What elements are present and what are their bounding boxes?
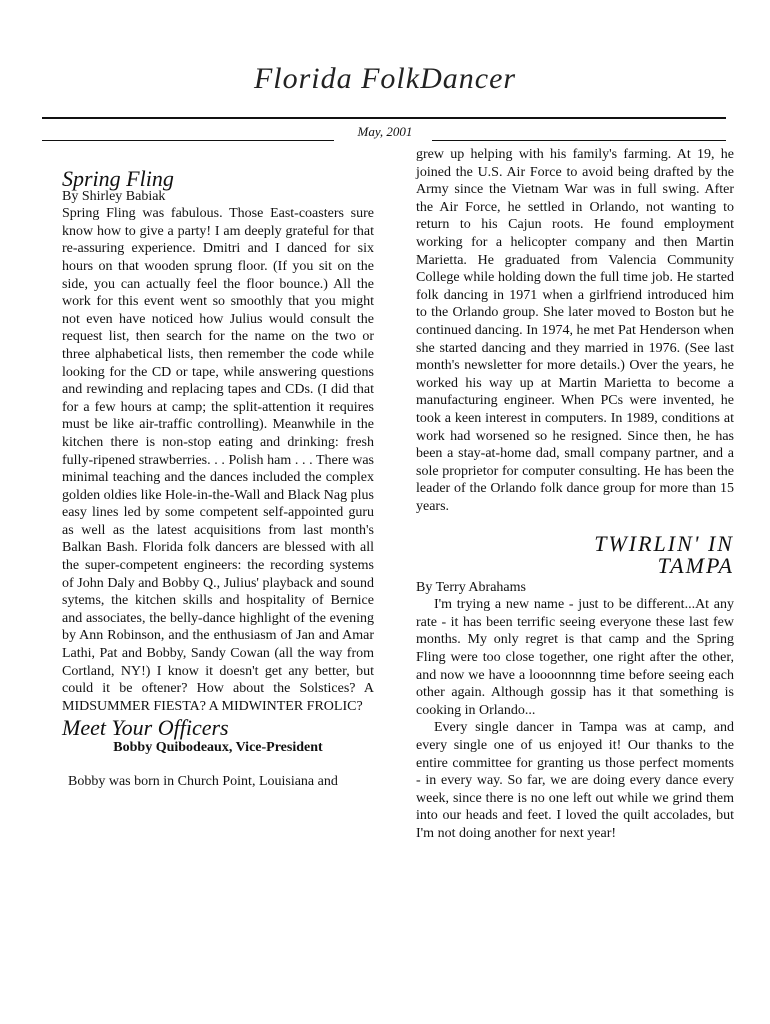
twirlin-paragraph-2: Every single dancer in Tampa was at camp, and every single one of us enjoyed it! Our thanks to the entire committee for granting us those perfect moments - in every way. So far, we are doing every dance every week, since there is no one left out while we grind them into our heads and feet. I loved the quilt accolades, but I'm not doing another for next year! [416,720,734,841]
spring-fling-body: Spring Fling was fabulous. Those East-coasters sure know how to give a party! I am deeply grateful for that re-assuring experience. Dmitri and I danced for six hours on that wooden sprung floor. (If you sit on the side, you can actually feel the floor bounce.) All the work for this event went so smoothly that you might not even have noticed how Julius would consult the request list, then search for the name on the two or three alphabetical lists, then remember the code while looking for the CD or tape, while answering questions and rewinding and replacing tapes and CDs. (I did that for a few hours at camp; the split-attention it requires must be like air-traffic controlling). Meanwhile in the kitchen there is non-stop eating and drinking: fresh fully-ripened strawberries. . . Polish ham . . . There was minimal teaching and the dances included the complex golden oldies like Hole-in-the-Wall and Black Nag plus easy lines led by some competent self-appointed guru as well as the latest acquisitions from last month's Balkan Bash. Florida folk dancers are blessed with all the super-competent engineers: the recording systems of John Daly and Bobby Q., Julius' playback and sound sytems, the kitchen skills and hospitality of Bernice and associates, the belly-dance highlight of the evening by Ann Robinson, and the enthusiasm of Jan and Amar Lathi, Pat and Bobby, Sandy Cowan (all the way from Cortland, NY!) I know it doesn't get any better, but could it be oftener? How about the Solstices? A MIDSUMMER FIESTA? A MIDWINTER FROLIC? [62,206,374,714]
officers-intro: Bobby was born in Church Point, Louisiana and [68,773,338,789]
officers-subheading: Bobby Quibodeaux, Vice-President [113,740,323,755]
twirlin-heading-line2: TAMPA [657,553,734,579]
spring-fling-heading: Spring Fling [62,166,174,191]
spring-fling-byline: By Shirley Babiak [62,188,166,204]
right-column [416,146,734,843]
header-rule-right [432,140,726,141]
officers-continued: grew up helping with his family's farming. At 19, he joined the U.S. Air Force to avoid being drafted by the Army since the Vietnam War was in full swing. After the Air Force, he settled in Orlando, not wanting to return to his Cajun roots. He found employment working for a helicopter company and then Martin Marietta. He graduated from Valencia Community College while holding down the full time job. He started folk dancing in 1971 when a girlfriend introduced him to the Orlando group. She later moved to Boston but he continued dancing. In 1974, he met Pat Henderson when she started dancing and they married in 1976. (See last month's newsletter for more details.) Over the years, he worked his way up at Martin Marietta to become a manufacturing engineer. When PCs were invented, he took a keen interest in computers. In 1989, conditions at work had worsened so he resigned. Since then, he has been a stay-at-home dad, small company partner, and a sole proprietor for computer consulting. He has been the leader of the Orlando folk dance group for more than 15 years. [416,147,734,514]
newsletter-title: Florida FolkDancer [253,62,517,95]
issue-date: May, 2001 [357,124,413,139]
twirlin-paragraph-1: I'm trying a new name - just to be different...At any rate - it has been terrific seeing everyone these last few months. My only regret is that camp and the Spring Fling were too close together, one right after the other, and now we have a loooonnnng time before seeing each other again. Although gossip has it that something is cooking in Orlando... [416,597,734,718]
left-column [62,146,374,790]
twirlin-byline: By Terry Abrahams [416,579,526,595]
twirlin-heading-line1: TWIRLIN' IN [594,531,734,557]
header-rule-top [42,117,726,119]
officers-heading: Meet Your Officers [62,715,229,741]
header-rule-left [42,140,334,141]
